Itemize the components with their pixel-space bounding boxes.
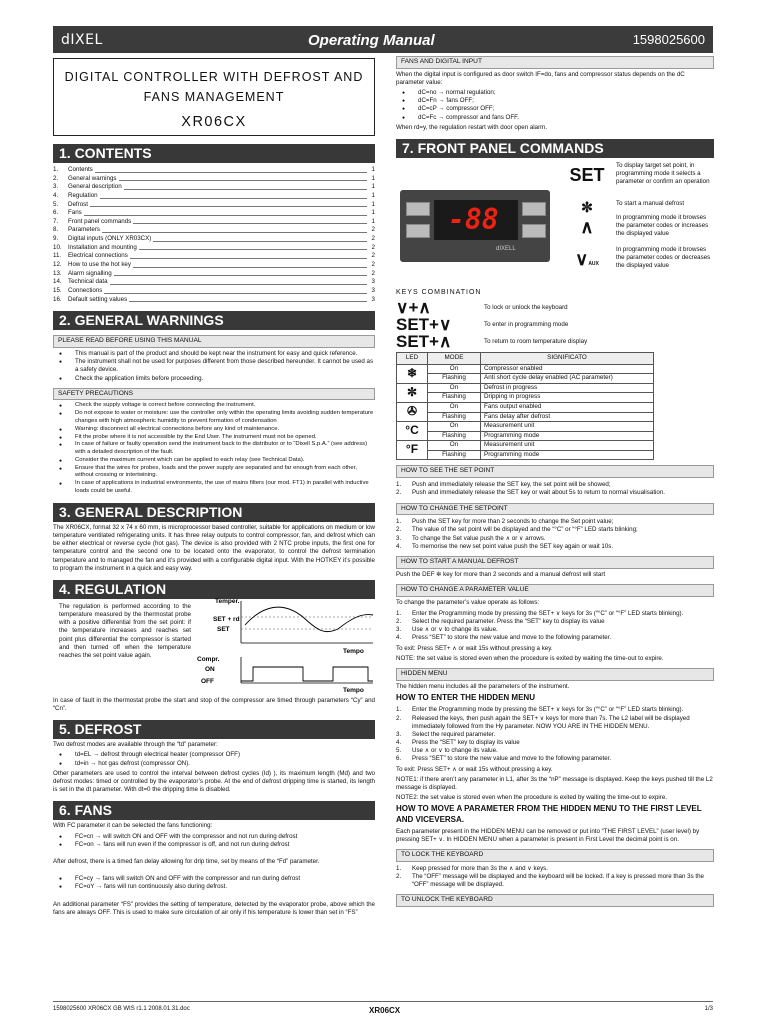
toc-label: Contents (68, 166, 93, 173)
led-row (397, 383, 654, 393)
list-item (396, 873, 714, 889)
section-contents: 1. CONTENTS (53, 144, 375, 163)
led-meaning: Compressor enabled (481, 364, 654, 374)
hidden-move-heading: HOW TO MOVE A PARAMETER FROM THE HIDDEN MENU TO THE FIRST LEVEL AND VICEVERSA. (396, 804, 702, 824)
hidden-enter-heading: HOW TO ENTER THE HIDDEN MENU (396, 692, 535, 702)
defrost-key-desc: To start a manual defrost (616, 200, 685, 208)
manual-defrost-text: Push the DEF ✼ key for more than 2 seconds and a manual defrost will start (396, 570, 606, 578)
diagram-on-label: ON (205, 665, 215, 673)
led-meaning: Programming mode (481, 450, 654, 460)
toc-number: 12. (53, 261, 62, 269)
led-row (397, 393, 654, 403)
list-text: Use ∧ or ∨ to change its value. (412, 626, 498, 634)
led-mode: Flashing (428, 374, 481, 384)
toc-item (53, 201, 375, 210)
subhead-read-before: PLEASE READ BEFORE USING THIS MANUAL (53, 335, 375, 348)
toc-label: Parameters (68, 226, 100, 234)
toc-number: 5. (53, 200, 59, 208)
diagram-temp-label: Temper. (215, 597, 240, 605)
led-meaning: Anti short cycle delay enabled (AC parameter) (481, 374, 654, 384)
footer-page: 1/3 (704, 1006, 713, 1012)
led-row (397, 431, 654, 441)
diagram-compr-label: Compr. (197, 655, 220, 663)
led-mode: Flashing (428, 393, 481, 403)
device-key-bottom-left (406, 224, 430, 238)
list-item: ● dC=Fn → fans OFF; (418, 97, 714, 105)
keys-combination-title: KEYS COMBINATION (396, 289, 482, 297)
toc-item (53, 252, 375, 261)
change-param-intro: To change the parameter’s value operate as follows: (396, 598, 540, 606)
toc-leader (129, 296, 367, 303)
toc-label: Alarm signalling (68, 269, 112, 277)
combo-keys-icon: SET+∨ (396, 314, 452, 334)
toc-label: Technical data (68, 278, 108, 286)
device-key-bottom-right (522, 224, 546, 238)
toc-leader (102, 226, 367, 233)
list-text: Enter the Programming mode by pressing the SET+ ∨ keys for 3s (“°C” or “°F” LED starts blinking). (412, 706, 684, 714)
list-item: ● The instrument shall not be used for purposes different from those described hereunder. It cannot be used as a safety device. (75, 358, 375, 374)
toc-page: 1 (371, 200, 375, 208)
led-icon: ✇ (397, 402, 428, 421)
list-number: 1. (396, 706, 402, 714)
toc-item (53, 166, 375, 175)
led-meaning: Measurement unit (481, 441, 654, 451)
list-text: Press “SET” to store the new value and move to the following parameter. (412, 634, 612, 642)
combo-row (396, 333, 714, 350)
led-meaning: Programming mode (481, 431, 654, 441)
set-key-desc: To display target set point, in programming mode it selects a parameter or confirm an operation (616, 162, 710, 186)
led-row (397, 441, 654, 451)
toc-label: Fans (68, 209, 82, 217)
hidden-exit: To exit: Press SET+ ∧ or wait 15s without pressing a key. (396, 765, 553, 773)
fans-intro: With FC parameter it can be selected the fans functioning: (53, 822, 213, 830)
toc-leader (133, 261, 367, 268)
subhead-unlock-keyboard: TO UNLOCK THE KEYBOARD (396, 894, 714, 907)
footer-file: 1598025600 XR06CX GB WIS r1.1 2008.01.31.doc (53, 1006, 190, 1012)
section-general-warnings: 2. GENERAL WARNINGS (53, 311, 375, 330)
toc-leader (130, 252, 367, 259)
toc-label: General description (68, 183, 122, 191)
list-item (396, 731, 714, 739)
device-brand: dIXELL (496, 246, 516, 253)
fans-fs-text: An additional parameter “FS” provides the setting of temperature, detected by the evaporator probe, above which the fans are always OFF. This is used to make sure circulation of air only if his temperature is lower than set in “FS” (53, 900, 375, 916)
led-mode: On (428, 402, 481, 412)
toc-number: 3. (53, 183, 59, 191)
led-mode: Flashing (428, 412, 481, 422)
list-text: Select the required parameter. (412, 730, 496, 738)
subhead-safety: SAFETY PRECAUTIONS (53, 388, 375, 401)
list-number: 4. (396, 634, 402, 642)
list-item: ● FC=oY → fans will run continuously also during defrost. (75, 883, 375, 891)
list-item: ● td=in → hot gas defrost (compressor ON). (75, 760, 375, 768)
list-number: 2. (396, 526, 402, 534)
list-text: Enter the Programming mode by pressing the SET+ ∨ keys for 3s (“°C” or “°F” LED starts blinking). (412, 609, 684, 617)
change-setpoint-list (396, 518, 714, 551)
document-title-box (53, 58, 375, 136)
list-text: Press the “SET” key to display its value (412, 739, 520, 747)
change-param-note: NOTE: the set value is stored even when the procedure is exited by waiting the time-out to expire. (396, 654, 664, 662)
list-number: 4. (396, 542, 402, 550)
led-col-mode: MODE (428, 353, 481, 364)
subhead-change-setpoint: HOW TO CHANGE THE SETPOINT (396, 503, 714, 516)
list-text: Press “SET” to store the new value and move to the following parameter. (412, 755, 612, 763)
section-front-panel: 7. FRONT PANEL COMMANDS (396, 139, 714, 158)
list-item: ● This manual is part of the product and should be kept near the instrument for easy and quick reference. (75, 350, 375, 358)
toc-item (53, 235, 375, 244)
section-general-description: 3. GENERAL DESCRIPTION (53, 503, 375, 522)
left-column (53, 56, 375, 917)
footer-line (53, 1001, 713, 1002)
fans-list-2 (53, 875, 375, 891)
toc-number: 6. (53, 209, 59, 217)
controller-device-image (400, 190, 550, 262)
led-mode: Flashing (428, 431, 481, 441)
toc-page: 3 (371, 278, 375, 286)
list-item (396, 526, 714, 534)
diagram-off-label: OFF (201, 677, 214, 685)
toc-item (53, 270, 375, 279)
list-item (396, 543, 714, 551)
warnings-list-2 (53, 402, 375, 495)
toc-leader (124, 183, 367, 190)
diagram-tempo-label-1: Tempo (343, 647, 364, 655)
list-item: ● FC=on → fans will run even if the compressor is off, and not run during defrost (75, 841, 375, 849)
hidden-note1: NOTE1: if there aren’t any parameter in L1, after 3s the “nP” message is displayed. Keep the keys pushed till the L2 message is displayed. (396, 775, 713, 792)
toc-leader (84, 209, 367, 216)
list-item: ● Do not expose to water or moisture: use the controller only within the operating limits avoiding sudden temperature changes with high atmospheric humidity to prevent formation of condensation (75, 410, 375, 426)
list-item: ● FC=cy → fans will switch ON and OFF with the compressor and run during defrost (75, 875, 375, 883)
toc-item (53, 218, 375, 227)
toc-page: 2 (371, 269, 375, 277)
toc-page: 1 (371, 209, 375, 217)
list-number: 1. (396, 609, 402, 617)
header-bar (53, 26, 713, 53)
toc-page: 2 (371, 261, 375, 269)
toc-label: Connections (68, 286, 103, 294)
toc-number: 15. (53, 286, 62, 294)
hidden-enter-list (396, 706, 714, 763)
toc-page: 2 (371, 252, 375, 260)
section-regulation: 4. REGULATION (53, 580, 375, 599)
combo-desc: To enter in programming mode (484, 320, 569, 328)
doc-code: 1598025600 (632, 32, 705, 47)
toc-page: 1 (371, 183, 375, 191)
footer-model: XR06CX (369, 1006, 401, 1015)
toc-number: 2. (53, 174, 59, 182)
toc-leader (95, 166, 367, 173)
toc-page: 2 (371, 235, 375, 243)
list-item (396, 489, 714, 497)
led-col-led: LED (397, 353, 428, 364)
led-mode: On (428, 422, 481, 432)
toc-page: 3 (371, 286, 375, 294)
list-item: ● dC=Fc → compressor and fans OFF. (418, 114, 714, 122)
led-row (397, 450, 654, 460)
list-item: ● FC=cn → will switch ON and OFF with the compressor and not run during defrost (75, 833, 375, 841)
list-item (396, 618, 714, 626)
toc-number: 7. (53, 217, 59, 225)
warnings-list-1 (53, 350, 375, 383)
list-item: ● In case of applications in industrial environments, the use of mains filters (our mod. FT1) in parallel with inductive loads could be useful. (75, 480, 375, 496)
toc-label: How to use the hot key (68, 261, 131, 269)
diagram-setrd-label: SET + rd (213, 615, 240, 623)
list-text: To change the Set value push the ∧ or ∨ arrows. (412, 534, 546, 542)
list-number: 2. (396, 489, 402, 497)
list-text: Select the required parameter. Press the “SET” key to display its value (412, 617, 605, 625)
regulation-text: The regulation is performed according to the temperature measured by the thermostat probe with a positive differential from the set point: if the temperature increases and reaches set point plus differential the compressor is started and then turned off when the temperature reaches the set point value again. (59, 602, 191, 660)
toc-page: 2 (371, 243, 375, 251)
toc-item (53, 296, 375, 305)
diagram-temp-curve (245, 607, 373, 632)
toc-page: 1 (371, 217, 375, 225)
toc-number: 10. (53, 243, 62, 251)
toc-page: 1 (371, 174, 375, 182)
doc-title-line2: FANS MANAGEMENT (143, 90, 285, 104)
list-text: The “OFF” message will be displayed and the keyboard will be locked. If a key is pressed more than 3s the “OFF” message will be displayed. (412, 872, 704, 888)
diagram-tempo-label-2: Tempo (343, 686, 364, 694)
led-row (397, 422, 654, 432)
hidden-move-text: Each parameter present in the HIDDEN MENU can be removed or put into “THE FIRST LEVEL” (user level) by pressing SET+ ∨. In HIDDEN MENU when a parameter is present in First Level the decimal point is on. (396, 827, 700, 843)
down-key-desc: In programming mode it browses the parameter codes or decreases the displayed value (616, 246, 711, 270)
subhead-lock-keyboard: TO LOCK THE KEYBOARD (396, 849, 714, 862)
list-item (396, 535, 714, 543)
list-text: Push the SET key for more than 2 seconds to change the Set point value; (412, 518, 614, 526)
toc-leader (119, 175, 368, 182)
list-item: ● dC=no → normal regulation; (418, 89, 714, 97)
led-row (397, 374, 654, 384)
list-number: 2. (396, 872, 402, 880)
doc-model: XR06CX (181, 114, 247, 130)
list-item (396, 739, 714, 747)
diagram-compressor-wave (241, 667, 373, 681)
list-item (396, 865, 714, 873)
toc-leader (90, 201, 367, 208)
toc-page: 1 (371, 166, 375, 173)
led-row (397, 402, 654, 412)
list-item: ● Ensure that the wires for probes, loads and the power supply are separated and far enough from each other, without crossing or intertwining. (75, 465, 375, 481)
toc-item (53, 278, 375, 287)
toc-number: 8. (53, 226, 59, 234)
list-text: The value of the set point will be displayed and the “°C” or “°F” LED starts blinking; (412, 526, 638, 534)
change-param-list (396, 610, 714, 643)
list-number: 1. (396, 518, 402, 526)
combo-desc: To lock or unlock the keyboard (484, 303, 568, 311)
led-icon: °C (397, 422, 428, 441)
toc-leader (104, 287, 367, 294)
list-item: ● Fit the probe where it is not accessible by the End User. The instrument must not be opened. (75, 434, 375, 442)
toc-number: 4. (53, 191, 59, 199)
up-key-desc: In programming mode it browses the parameter codes or increases the displayed value (616, 214, 709, 238)
toc-page: 2 (371, 226, 375, 234)
toc-item (53, 287, 375, 296)
toc-leader (100, 192, 367, 199)
defrost-key-icon: ✼ (581, 199, 593, 216)
led-table (396, 352, 654, 460)
list-item (396, 481, 714, 489)
subhead-change-parameter: HOW TO CHANGE A PARAMETER VALUE (396, 584, 714, 597)
list-item (396, 706, 714, 714)
key-legend (562, 162, 714, 276)
subhead-see-setpoint: HOW TO SEE THE SET POINT (396, 465, 714, 478)
toc-label: Electrical connections (68, 252, 128, 260)
toc-label: Defrost (68, 200, 88, 208)
list-item (396, 634, 714, 642)
toc-number: 16. (53, 295, 62, 303)
section-defrost: 5. DEFROST (53, 720, 375, 739)
led-mode: Flashing (428, 450, 481, 460)
list-number: 5. (396, 747, 402, 755)
header-title: Operating Manual (308, 32, 435, 49)
fans-list-1 (53, 833, 375, 849)
section-fans: 6. FANS (53, 801, 375, 820)
list-item: ● Warning: disconnect all electrical connections before any kind of maintenance. (75, 426, 375, 434)
led-mode: On (428, 383, 481, 393)
led-icon: ✼ (397, 383, 428, 402)
fdi-intro: When the digital input is configured as door switch IF=do, fans and compressor status depends on the dC parameter value: (396, 70, 685, 86)
combo-keys-icon: SET+∧ (396, 331, 452, 351)
toc-label: Installation and mounting (68, 243, 137, 251)
down-key-icon: ∨AUX (575, 249, 599, 270)
toc-number: 14. (53, 278, 62, 286)
device-display-value: -88 (448, 203, 499, 237)
toc-item (53, 192, 375, 201)
toc-page: 1 (371, 191, 375, 199)
front-panel-area (396, 162, 714, 284)
fans-delay-text: After defrost, there is a timed fan delay allowing for drip time, set by means of the “Fd” parameter. (53, 857, 320, 865)
led-mode: On (428, 364, 481, 374)
led-icon: °F (397, 441, 428, 460)
doc-title-line1: DIGITAL CONTROLLER WITH DEFROST AND (64, 70, 364, 84)
combo-keys-icon: ∨+∧ (396, 297, 431, 317)
toc-number: 1. (53, 166, 59, 173)
led-icon: ❄ (397, 364, 428, 383)
list-text: To memorise the new set point value push the SET key again or wait 10s. (412, 542, 614, 550)
list-item: ● In case of failure or faulty operation send the instrument back to the distributor or to “Dixell S.p.A.” (see address) with a detailed description of the fault. (75, 441, 375, 457)
device-key-top-right (522, 202, 546, 216)
list-number: 1. (396, 481, 402, 489)
list-item: ● td=EL → defrost through electrical heater (compressor OFF) (75, 751, 375, 759)
subhead-fans-digital-input: FANS AND DIGITAL INPUT (396, 56, 714, 69)
list-item: ● dC=cP → compressor OFF; (418, 105, 714, 113)
list-text: Released the keys, then push again the SET+ ∨ keys for more than 7s. The L2 label will be displayed immediately followed from the Hy parameter. NOW YOU ARE IN THE HIDDEN MENU. (412, 714, 690, 730)
combo-desc: To return to room temperature display (484, 337, 588, 345)
toc-leader (133, 218, 367, 225)
diagram-set-label: SET (217, 625, 230, 633)
toc-leader (114, 270, 367, 277)
hidden-note2: NOTE2: the set value is stored even when the procedure is exited by waiting the time-out to expire. (396, 794, 668, 802)
list-number: 6. (396, 755, 402, 763)
list-item (396, 715, 714, 731)
toc-item (53, 209, 375, 218)
list-item: ● Check the supply voltage is correct before connecting the instrument. (75, 402, 375, 410)
list-item (396, 610, 714, 618)
change-param-exit: To exit: Press SET+ ∧ or wait 15s without pressing a key. (396, 644, 553, 652)
led-meaning: Fans delay after defrost (481, 412, 654, 422)
regulation-diagram (193, 595, 375, 695)
up-key-icon: ∧ (580, 217, 594, 238)
led-meaning: Fans output enabled (481, 402, 654, 412)
regulation-text-2: In case of fault in the thermostat probe the start and stop of the compressor are timed through parameters “Cy” and “Cn”. (53, 696, 375, 713)
led-meaning: Measurement unit (481, 422, 654, 432)
see-setpoint-list (396, 481, 714, 497)
toc-label: General warnings (68, 174, 117, 182)
description-text: The XR06CX, format 32 x 74 x 60 mm, is microprocessor based controller, suitable for applications on medium or low temperature ventilated refrigerating units. It has three relay outputs to control compressor, fan, and defrost which can be either electrical or reverse cycle (hot gas). The device is also provided with 2 NTC probe inputs, the first one for temperature control and the second one to be located onto the evaporator, to control the defrost termination temperature and to managed the fan and it’s provided with a configurable digital input. With the HOTKEY it’s possible to program the instrument in a quick and easy way. (53, 523, 375, 572)
subhead-manual-defrost: HOW TO START A MANUAL DEFROST (396, 556, 714, 569)
fdi-note: When rd=y, the regulation restart with door open alarm. (396, 123, 548, 131)
keys-combination-list (396, 299, 714, 350)
list-item: ● Check the application limits before proceeding. (75, 375, 375, 383)
defrost-intro: Two defrost modes are available through the “td” parameter: (53, 741, 218, 749)
toc-item (53, 261, 375, 270)
list-text: Push and immediately release the SET key or wait about 5s to return to normal visualisation. (412, 489, 666, 497)
aux-label: AUX (588, 261, 599, 268)
list-item: ● Consider the maximum current which can be applied to each relay (see Technical Data). (75, 457, 375, 465)
led-col-meaning: SIGNIFICATO (481, 353, 654, 364)
list-number: 2. (396, 617, 402, 625)
list-text: Use ∧ or ∨ to change its value. (412, 747, 498, 755)
brand-logo: dIXEL (61, 32, 103, 48)
list-item (396, 747, 714, 755)
device-key-top-left (406, 202, 430, 216)
toc-page: 3 (371, 295, 375, 303)
set-key-icon: SET (569, 165, 605, 186)
list-text: Push and immediately release the SET key, the set point will be showed; (412, 481, 611, 489)
led-row (397, 412, 654, 422)
toc-label: Digital inputs (ONLY XR03CX) (68, 235, 152, 243)
list-item (396, 626, 714, 634)
list-number: 4. (396, 739, 402, 747)
list-item (396, 755, 714, 763)
led-mode: On (428, 441, 481, 451)
list-number: 2. (396, 714, 402, 722)
led-meaning: Dripping in progress (481, 393, 654, 403)
toc-number: 13. (53, 269, 62, 277)
defrost-text: Other parameters are used to control the interval between defrost cycles (Id) ), its maximum length (Md) and two defrost modes: timed or controlled by the evaporator’s probe. At the end of defrost dripping time is started, its length is set in the dt parameter. With dt=0 the dripping time is disabled. (53, 769, 375, 794)
list-number: 1. (396, 864, 402, 872)
list-number: 3. (396, 534, 402, 542)
contents-list (53, 166, 375, 304)
toc-item (53, 183, 375, 192)
toc-number: 11. (53, 252, 62, 260)
subhead-hidden-menu: HIDDEN MENU (396, 668, 714, 681)
defrost-list (53, 751, 375, 767)
led-row (397, 364, 654, 374)
list-number: 3. (396, 730, 402, 738)
list-text: Keep pressed for more than 3s the ∧ and ∨ keys. (412, 864, 548, 872)
toc-label: Default setting values (68, 295, 128, 303)
toc-item (53, 244, 375, 253)
list-item (396, 518, 714, 526)
toc-leader (139, 244, 367, 251)
list-number: 3. (396, 626, 402, 634)
toc-label: Front panel commands (68, 217, 132, 225)
right-column (396, 56, 714, 907)
toc-item (53, 175, 375, 184)
lock-keyboard-list (396, 865, 714, 890)
regulation-block (53, 599, 375, 695)
toc-number: 9. (53, 235, 59, 243)
fdi-list (396, 89, 714, 122)
hidden-intro: The hidden menu includes all the parameters of the instrument. (396, 682, 570, 690)
toc-leader (153, 235, 367, 242)
led-meaning: Defrost in progress (481, 383, 654, 393)
toc-label: Regulation (68, 191, 98, 199)
toc-leader (110, 278, 367, 285)
toc-item (53, 226, 375, 235)
